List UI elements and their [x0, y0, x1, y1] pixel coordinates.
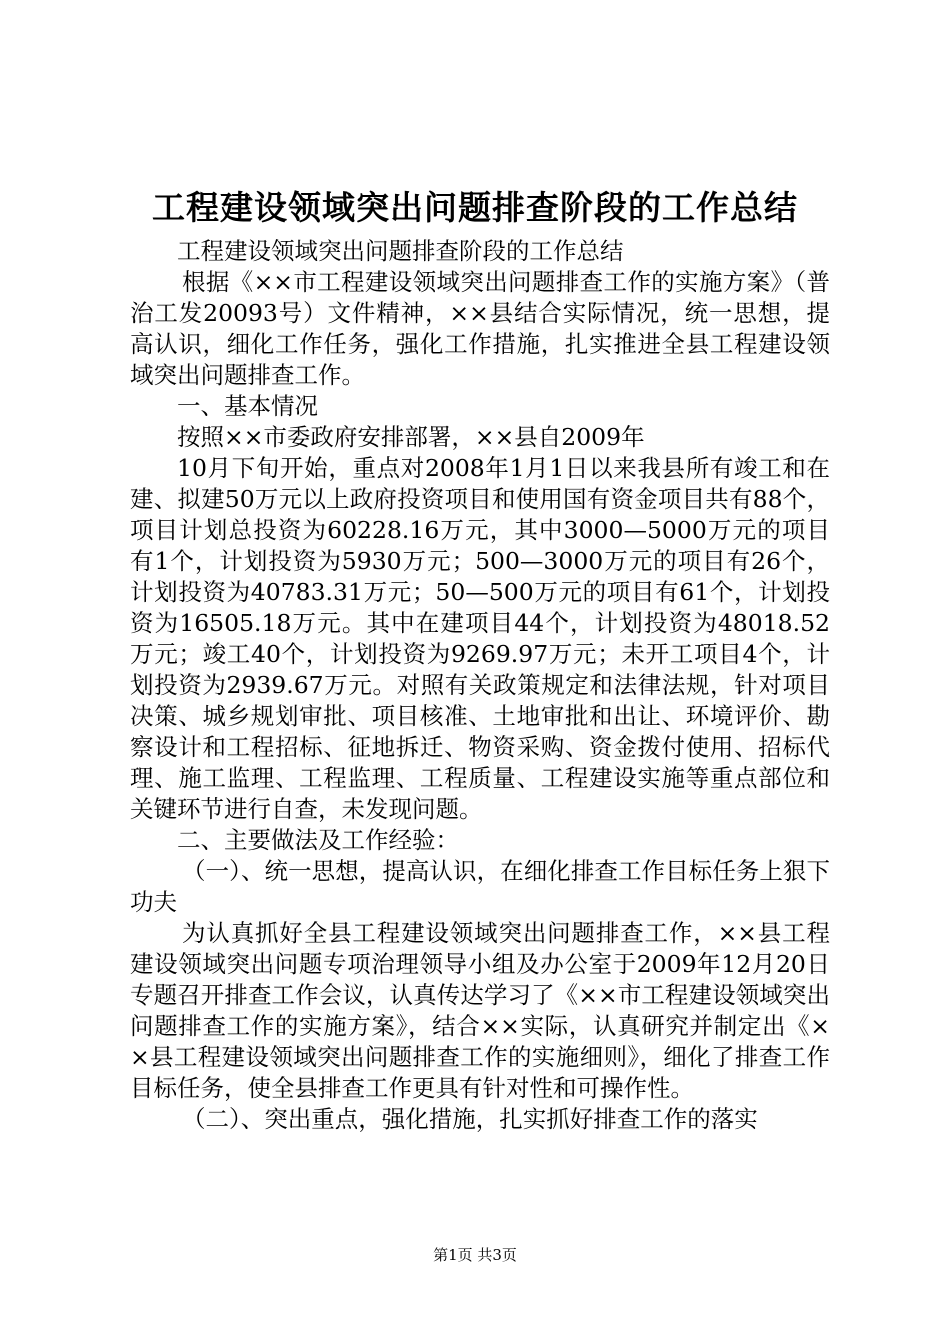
subtitle-paragraph: 工程建设领域突出问题排查阶段的工作总结	[177, 237, 624, 265]
methods-paragraph-1: 为认真抓好全县工程建设领域突出问题排查工作，××县工程建设领域突出问题专项治理领导小组及办公室于2009年12月20日专题召开排查工作会议，认真传达学习了《××市工程建设领域突出问题排查工作的实施方案》，结合××实际，认真研究并制定出《××县工程建设领域突出问题排查工作的实施细则》，细化了排查工作目标任务，使全县排查工作更具有针对性和可操作性。	[130, 919, 830, 1102]
document-title: 工程建设领域突出问题排查阶段的工作总结	[152, 188, 798, 227]
basic-paragraph-start: 按照××市委政府安排部署，××县自2009年	[177, 423, 645, 451]
page-number: 第1页 共3页	[433, 1246, 517, 1264]
document-body	[130, 236, 830, 1135]
section-heading-basic: 一、基本情况	[177, 392, 318, 420]
basic-paragraph-body: 10月下旬开始，重点对2008年1月1日以来我县所有竣工和在建、拟建50万元以上政府投资项目和使用国有资金项目共有88个，项目计划总投资为60228.16万元，其中3000—5000万元的项目有1个，计划投资为5930万元；500—3000万元的项目有26个，计划投资为40783.31万元；50—500万元的项目有61个，计划投资为16505.18万元。其中在建项目44个，计划投资为48018.52万元；竣工40个，计划投资为9269.97万元；未开工项目4个，计划投资为2939.67万元。对照有关政策规定和法律法规，针对项目决策、城乡规划审批、项目核准、土地审批和出让、环境评价、勘察设计和工程招标、征地拆迁、物资采购、资金拨付使用、招标代理、施工监理、工程监理、工程质量、工程建设实施等重点部位和关键环节进行自查，未发现问题。	[130, 454, 830, 823]
section-heading-methods: 二、主要做法及工作经验：	[177, 826, 459, 854]
intro-paragraph: 根据《××市工程建设领域突出问题排查工作的实施方案》（普治工发20093号）文件精神，××县结合实际情况，统一思想，提高认识，细化工作任务，强化工作措施，扎实推进全县工程建设领域突出问题排查工作。	[130, 268, 830, 389]
subsection-heading-1: （一）、统一思想，提高认识，在细化排查工作目标任务上狠下功夫	[130, 857, 830, 916]
subsection-heading-2: （二）、突出重点，强化措施，扎实抓好排查工作的落实	[182, 1105, 758, 1133]
